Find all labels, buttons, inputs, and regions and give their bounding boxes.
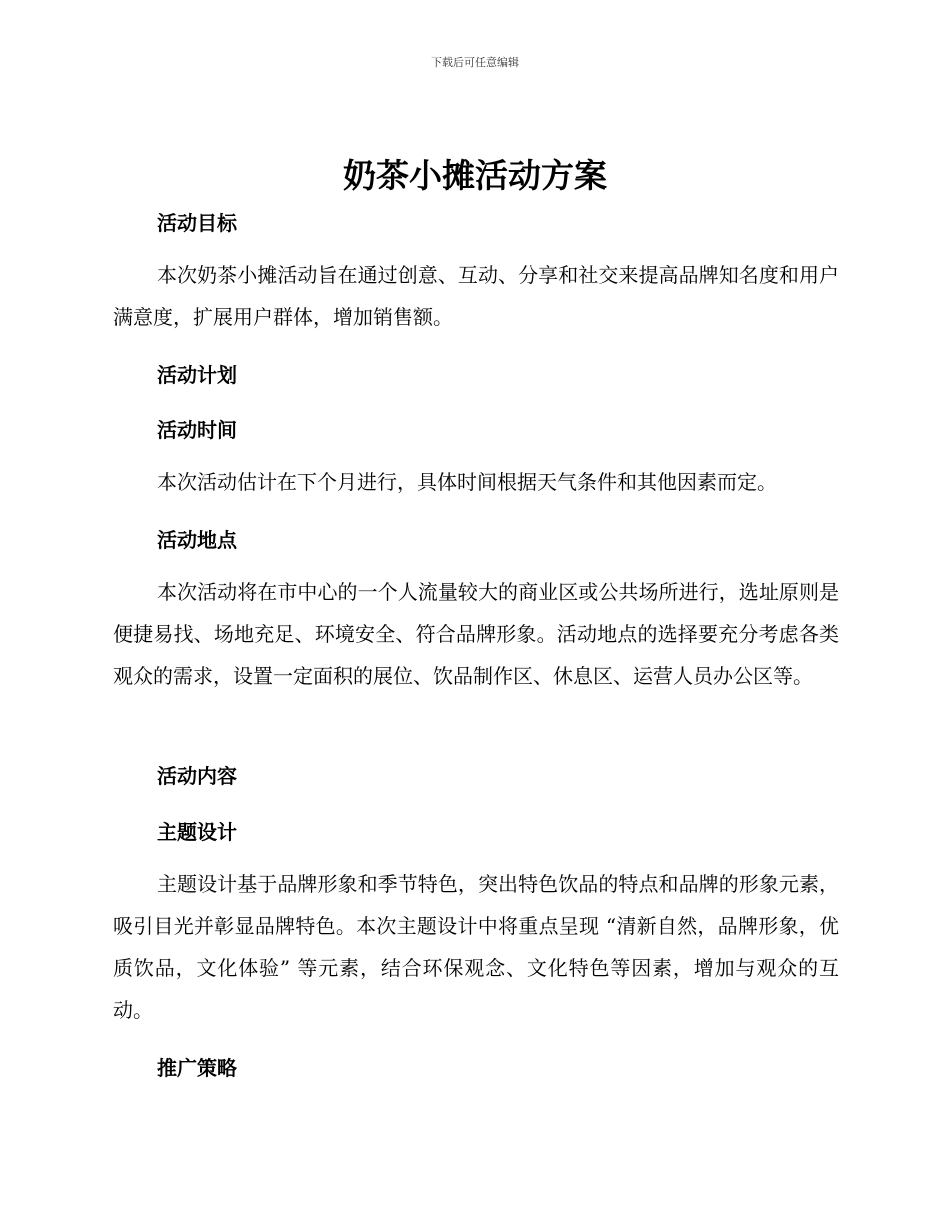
page-header-note: 下载后可任意编辑 bbox=[431, 56, 519, 69]
paragraph-theme: 主题设计基于品牌形象和季节特色，突出特色饮品的特点和品牌的形象元素，吸引目光并彰显品牌特色。本次主题设计中将重点呈现 “清新自然，品牌形象，优质饮品，文化体验” 等元素，结合环保观念、文化特色等因素，增加与观众的互动。 bbox=[113, 872, 839, 1022]
section-heading-time: 活动时间 bbox=[157, 418, 237, 442]
paragraph-goal: 本次奶茶小摊活动旨在通过创意、互动、分享和社交来提高品牌知名度和用户满意度，扩展用户群体，增加销售额。 bbox=[113, 263, 839, 329]
section-heading-plan: 活动计划 bbox=[157, 363, 237, 387]
paragraph-time: 本次活动估计在下个月进行，具体时间根据天气条件和其他因素而定。 bbox=[157, 470, 777, 494]
section-heading-goal: 活动目标 bbox=[157, 211, 237, 235]
section-heading-content: 活动内容 bbox=[157, 764, 237, 788]
document-title: 奶茶小摊活动方案 bbox=[343, 156, 607, 195]
section-heading-theme: 主题设计 bbox=[157, 820, 237, 844]
section-heading-place: 活动地点 bbox=[157, 528, 237, 552]
section-heading-promo: 推广策略 bbox=[157, 1056, 237, 1080]
paragraph-place: 本次活动将在市中心的一个人流量较大的商业区或公共场所进行，选址原则是便捷易找、场地充足、环境安全、符合品牌形象。活动地点的选择要充分考虑各类观众的需求，设置一定面积的展位、饮品制作区、休息区、运营人员办公区等。 bbox=[113, 580, 839, 688]
